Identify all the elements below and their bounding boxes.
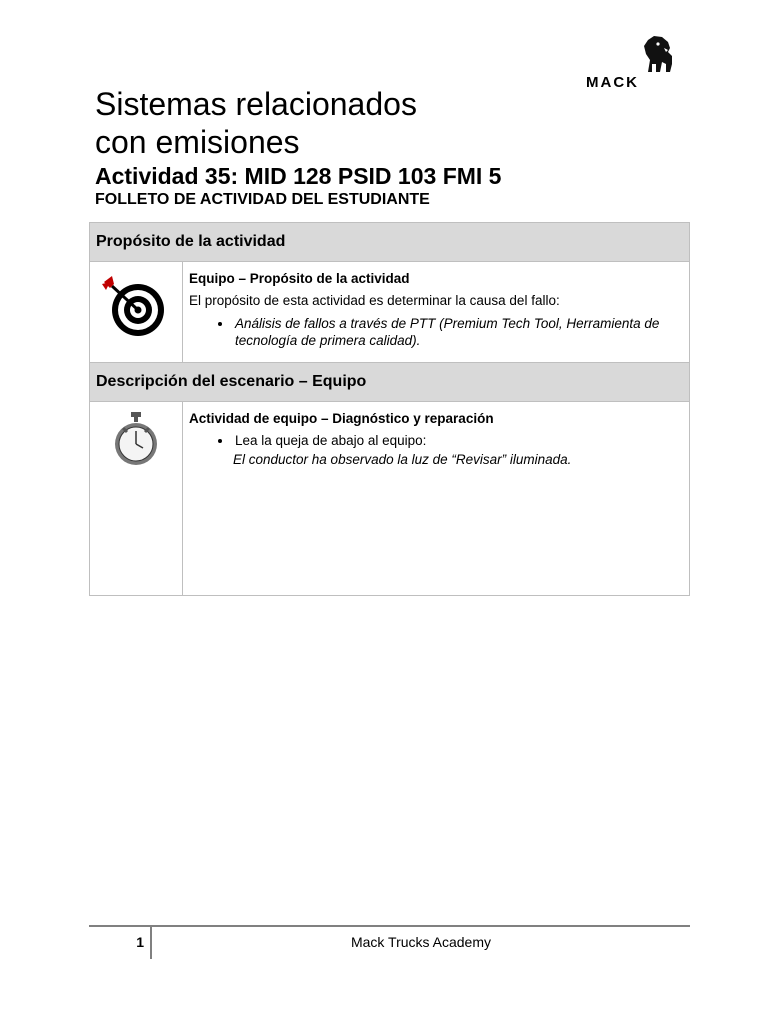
activity-subtitle: Actividad 35: MID 128 PSID 103 FMI 5	[95, 163, 502, 189]
scenario-bullet-item: • Lea la queja de abajo al equipo:	[233, 432, 683, 449]
mack-brand-text: MACK	[586, 74, 639, 91]
purpose-content-heading: Equipo – Propósito de la actividad	[189, 271, 410, 286]
handout-label: FOLLETO DE ACTIVIDAD DEL ESTUDIANTE	[95, 191, 430, 208]
scenario-content-heading: Actividad de equipo – Diagnóstico y reparación	[189, 411, 494, 426]
page-title-line2: con emisiones	[95, 124, 300, 160]
bulldog-logo-icon	[584, 34, 680, 74]
page-title-line1: Sistemas relacionados	[95, 86, 417, 122]
purpose-row	[90, 262, 689, 363]
stopwatch-icon	[111, 410, 161, 470]
purpose-intro: El propósito de esta actividad es determinar la causa del fallo:	[189, 293, 560, 308]
scenario-bullets	[189, 432, 683, 449]
page-number: 1	[136, 934, 144, 950]
scenario-row	[90, 402, 689, 595]
footer-text: Mack Trucks Academy	[350, 934, 492, 950]
section-header-scenario: Descripción del escenario – Equipo	[90, 363, 689, 402]
purpose-icon-cell	[90, 262, 183, 362]
scenario-content	[183, 402, 689, 595]
activity-table	[89, 222, 690, 596]
purpose-content	[183, 262, 689, 362]
footer-rule	[89, 925, 690, 927]
purpose-bullets	[189, 315, 683, 349]
mack-logo	[584, 34, 680, 96]
scenario-icon-cell	[90, 402, 183, 595]
section-header-purpose: Propósito de la actividad	[90, 223, 689, 262]
scenario-note: El conductor ha observado la luz de “Revisar” iluminada.	[233, 452, 572, 467]
target-icon	[98, 270, 168, 340]
purpose-bullet-item: • Análisis de fallos a través de PTT (Premium Tech Tool, Herramienta de tecnología de primera calidad).	[233, 315, 683, 349]
